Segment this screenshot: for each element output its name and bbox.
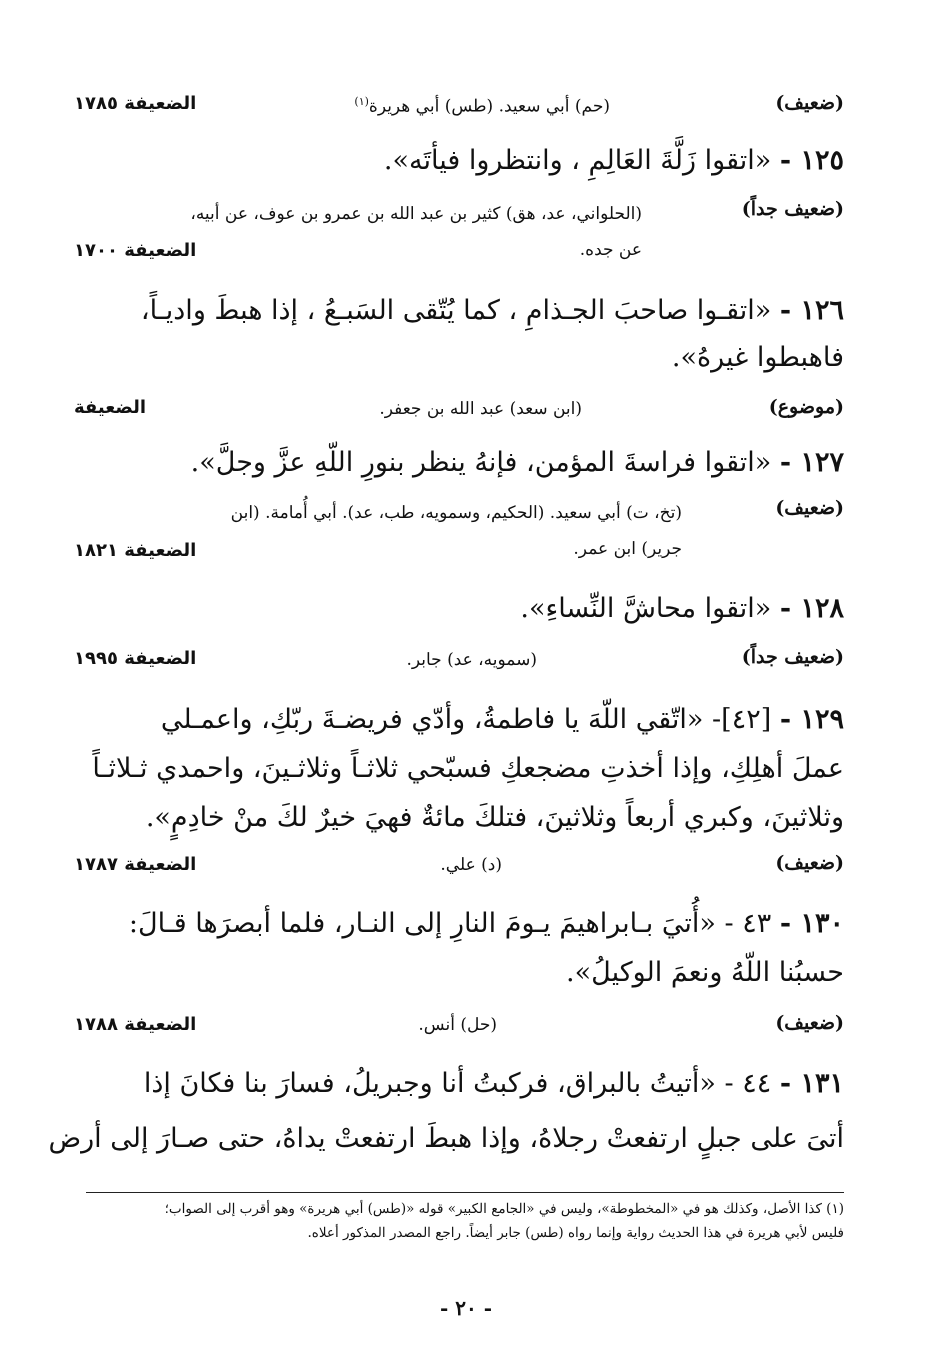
hadith-text: ١٢٩ - [٤٢]- «اتّقي اللّهَ يا فاطمةُ، وأدّي فريضـةَ ربّكِ، واعمـلي xyxy=(160,704,844,735)
hadith-text: حسبُنا اللّهُ ونعمَ الوكيلُ». xyxy=(566,957,844,988)
reference-label: الضعيفة ١٧٠٠ xyxy=(74,240,197,261)
grade-label: (ضعيف) xyxy=(775,92,844,114)
cross-reference-number: ٤٣ - xyxy=(724,908,772,939)
hadith-text: أتىَ على جبلٍ ارتفعتْ رجلاهُ، وإذا هبطَ ارتفعتْ يداهُ، حتى صـارَ إلى أرض xyxy=(48,1123,844,1154)
source-text: (حل) أنس. xyxy=(418,1015,497,1035)
hadith-number: ١٢٦ - xyxy=(779,295,844,326)
footnote-divider xyxy=(86,1192,844,1193)
hadith-text: ١٢٧ - «اتقوا فراسةَ المؤمن، فإنهُ ينظر بنورِ اللّهِ عزَّ وجلَّ». xyxy=(190,447,844,478)
source-text: (تخ، ت) أبي سعيد. (الحكيم، وسمويه، طب، عد). أبي أُمامة. (ابن xyxy=(230,503,682,523)
footnote-text: فليس لأبي هريرة في هذا الحديث رواية وإنما رواه (طس) جابر أيضاً. راجع المصدر المذكور أعلاه. xyxy=(307,1225,844,1241)
hadith-number: ١٢٩ - xyxy=(779,704,844,735)
reference-label: الضعيفة ١٩٩٥ xyxy=(74,648,197,669)
reference-label: الضعيفة ١٨٢١ xyxy=(74,540,197,561)
reference-label: الضعيفة ١٧٨٧ xyxy=(74,854,197,875)
grade-label: (ضعيف جداً) xyxy=(741,198,844,220)
hadith-text: ١٣١ - ٤٤ - «أتيتُ بالبراق، فركبتُ أنا وجبريلُ، فسارَ بنا فكانَ إذا xyxy=(143,1068,844,1099)
grade-label: (ضعيف) xyxy=(775,497,844,519)
page-number: - ٢٠ - xyxy=(439,1296,492,1320)
source-text: (د) علي. xyxy=(440,855,502,875)
hadith-text: عملَ أهلِكِ، وإذا أخذتِ مضجعكِ فسبّحي ثلاثـاً وثلاثـينَ، واحمدي ثـلاثـاً xyxy=(92,753,844,784)
source-text: (ابن سعد) عبد الله بن جعفر. xyxy=(379,399,582,419)
cross-reference-number: ٤٤ - xyxy=(724,1068,772,1099)
reference-label: الضعيفة ١٧٨٨ xyxy=(74,1014,197,1035)
hadith-number: ١٢٧ - xyxy=(779,447,844,478)
source-text: (الحلواني، عد، هق) كثير بن عبد الله بن عمرو بن عوف، عن أبيه، xyxy=(190,204,642,224)
hadith-number: ١٣١ - xyxy=(779,1068,844,1099)
reference-label: الضعيفة ١٧٨٥ xyxy=(74,93,197,114)
footnote-marker: (١) xyxy=(354,95,369,108)
grade-label: (ضعيف جداً) xyxy=(741,646,844,668)
hadith-number: ١٣٠ - xyxy=(779,908,844,939)
reference-label: الضعيفة xyxy=(74,397,147,418)
source-text: (حم) أبي سعيد. (طس) أبي هريرة$^{(١)}$ xyxy=(354,95,610,117)
grade-label: (ضعيف) xyxy=(775,1012,844,1034)
source-text: عن جده. xyxy=(579,240,642,260)
hadith-text: فاهبطوا غيرهُ». xyxy=(671,342,844,373)
hadith-text: ١٢٥ - «اتقوا زَلَّةَ العَالِمِ ، وانتظروا فيأتَه». xyxy=(383,145,844,176)
cross-reference-number: [٤٢]- xyxy=(712,704,772,735)
footnote-text: (١) كذا الأصل، وكذلك هو في «المخطوطة»، وليس في «الجامع الكبير» قوله «(طس) أبي هريرة» وهو أقرب إلى الصواب؛ xyxy=(164,1201,844,1217)
hadith-text: ١٢٦ - «اتقـوا صاحبَ الجـذامِ ، كما يُتّقى السَبـعُ ، إذا هبطَ واديـاً، xyxy=(140,295,844,326)
hadith-number: ١٢٨ - xyxy=(779,593,844,624)
hadith-text: وثلاثينَ، وكبري أربعاً وثلاثينَ، فتلكَ مائةٌ فهيَ خيرٌ لكَ منْ خادِمٍ». xyxy=(145,802,844,833)
grade-label: (ضعيف) xyxy=(775,852,844,874)
source-text: جرير) ابن عمر. xyxy=(573,539,682,559)
hadith-text: ١٣٠ - ٤٣ - «أُتيَ بـابراهيمَ يـومَ النارِ إلى النـار، فلما أبصرَها قـالَ: xyxy=(128,908,844,939)
hadith-text: ١٢٨ - «اتقوا محاشَّ النِّساءِ». xyxy=(520,593,844,624)
hadith-number: ١٢٥ - xyxy=(779,145,844,176)
source-text: (سمويه، عد) جابر. xyxy=(406,650,537,670)
grade-label: (موضوع) xyxy=(768,396,844,418)
